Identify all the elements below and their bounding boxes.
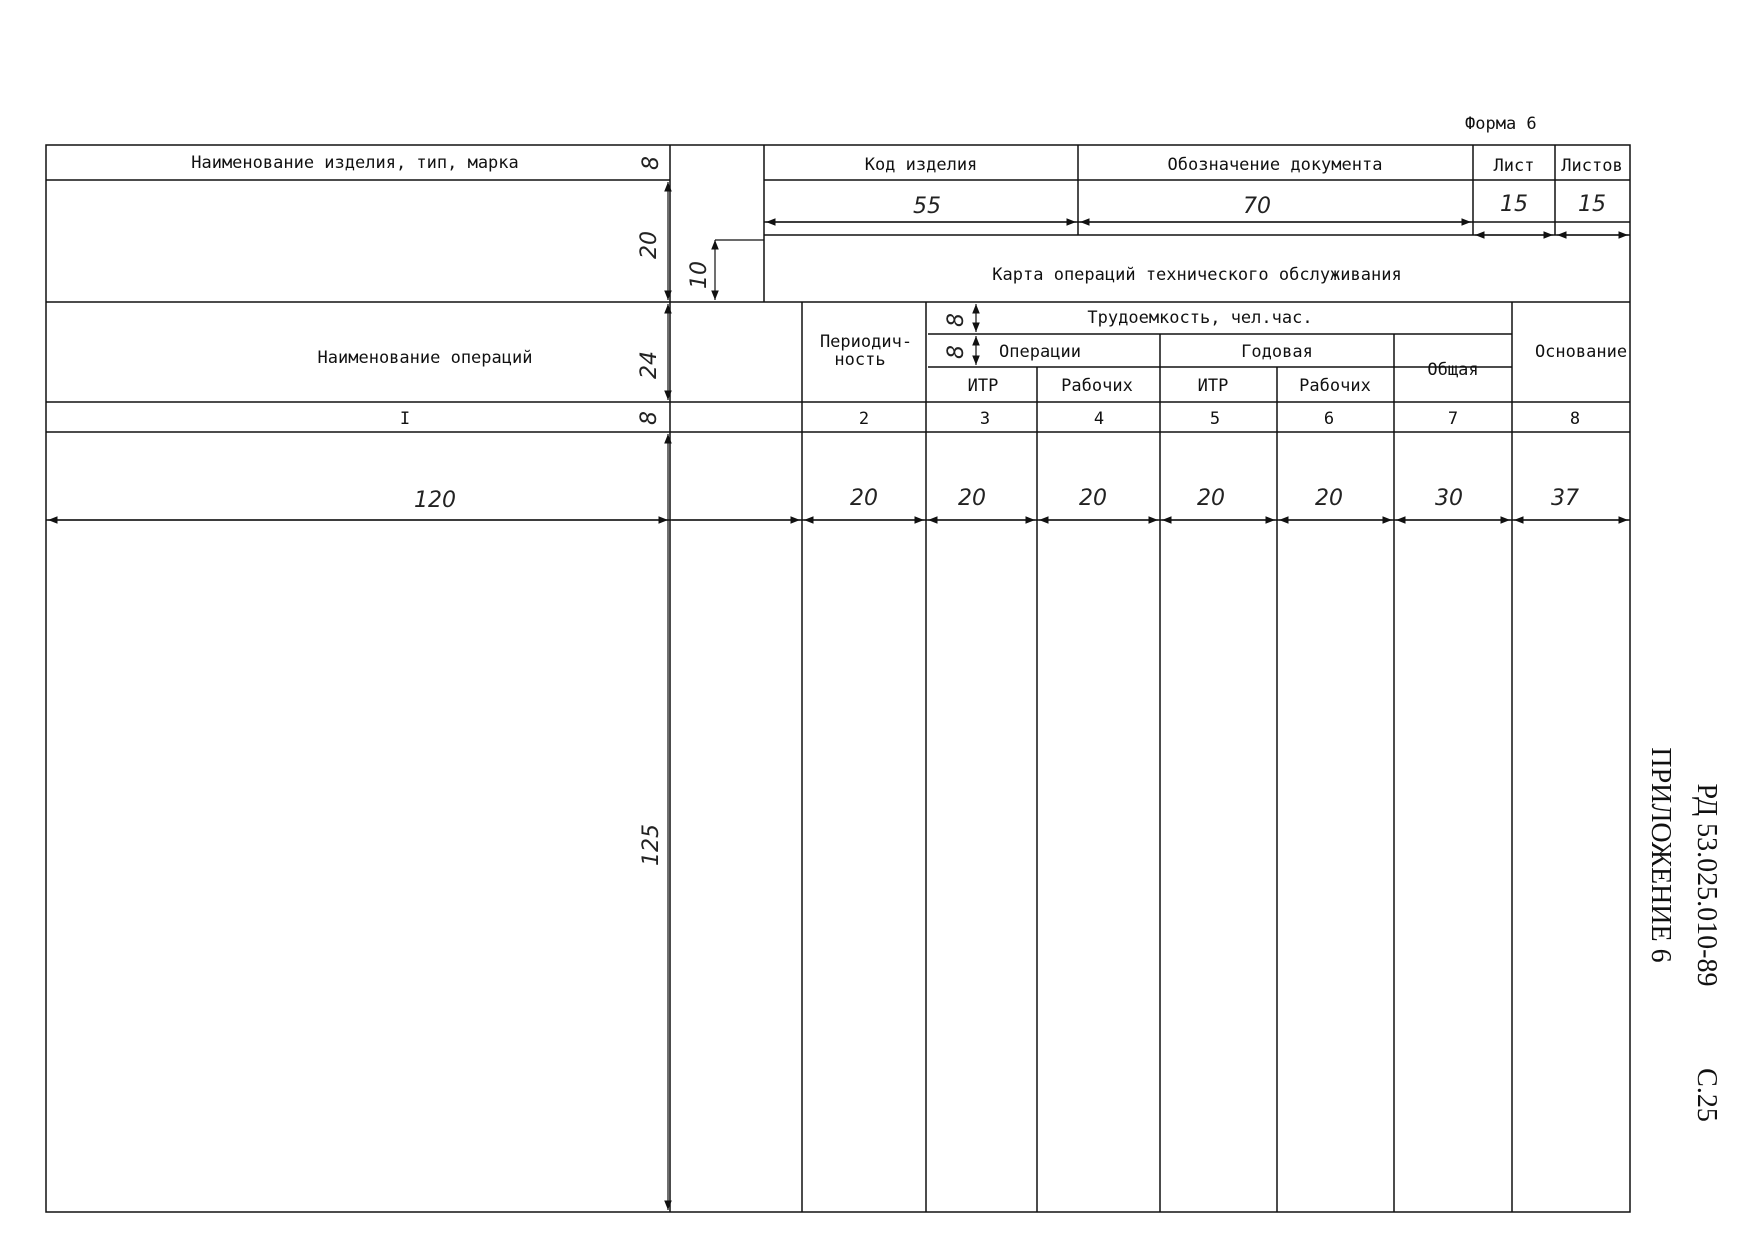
dim-col-width: 20 [850, 486, 878, 511]
dim-body-height: 125 [639, 824, 664, 866]
page-number: С.25 [1691, 1068, 1722, 1122]
product-code-header: Код изделия [864, 155, 978, 175]
dim-name-width: 120 [414, 488, 456, 513]
dim-col-width: 20 [1197, 486, 1225, 511]
annual-header: Годовая [1241, 342, 1313, 362]
dim-top-height: 8 [639, 156, 664, 170]
workers-annual-header: Рабочих [1299, 376, 1371, 396]
column-number: 6 [1323, 409, 1335, 429]
card-title: Карта операций технического обслуживания [992, 265, 1402, 285]
dim-operations-height: 8 [944, 345, 969, 359]
column-number: 5 [1209, 409, 1221, 429]
sheets-header: Листов [1561, 156, 1623, 176]
periodicity-header-2: ность [834, 350, 886, 370]
dim-col-width: 37 [1551, 486, 1579, 511]
form-label: Форма 6 [1465, 114, 1537, 134]
column-number: 2 [858, 409, 870, 429]
dim-col-width: 20 [958, 486, 986, 511]
dim-sheet-width: 15 [1500, 192, 1528, 217]
dim-block-height: 20 [637, 231, 662, 259]
column-number: I [399, 409, 411, 429]
periodicity-header-1: Периодич- [819, 332, 913, 352]
dim-numbers-height: 8 [637, 411, 662, 425]
dim-header-height: 24 [637, 351, 662, 379]
column-number: 7 [1447, 409, 1459, 429]
dim-sheets-width: 15 [1578, 192, 1606, 217]
itr-operations-header: ИТР [967, 376, 999, 396]
form-frame [46, 145, 1630, 1212]
column-number: 8 [1569, 409, 1581, 429]
operation-name-header: Наименование операций [317, 348, 533, 368]
dim-col-width: 30 [1435, 486, 1463, 511]
workers-operations-header: Рабочих [1061, 376, 1133, 396]
operations-header: Операции [999, 342, 1081, 362]
dim-labor-height: 8 [944, 313, 969, 327]
dim-card-height: 10 [687, 261, 712, 289]
doc-number: РД 53.025.010-89 [1691, 783, 1722, 987]
column-number: 3 [979, 409, 991, 429]
sheet-header: Лист [1493, 156, 1535, 176]
product-name-header: Наименование изделия, тип, марка [191, 153, 519, 173]
total-header: Общая [1427, 360, 1479, 380]
appendix-label: ПРИЛОЖЕНИЕ 6 [1645, 747, 1676, 963]
dim-document-width: 70 [1243, 194, 1271, 219]
itr-annual-header: ИТР [1197, 376, 1229, 396]
document-designation-header: Обозначение документа [1167, 155, 1383, 175]
dim-code-width: 55 [913, 194, 941, 219]
basis-header: Основание [1534, 342, 1628, 362]
labor-header: Трудоемкость, чел.час. [1087, 308, 1313, 328]
column-number: 4 [1093, 409, 1105, 429]
dim-col-width: 20 [1315, 486, 1343, 511]
dim-col-width: 20 [1079, 486, 1107, 511]
